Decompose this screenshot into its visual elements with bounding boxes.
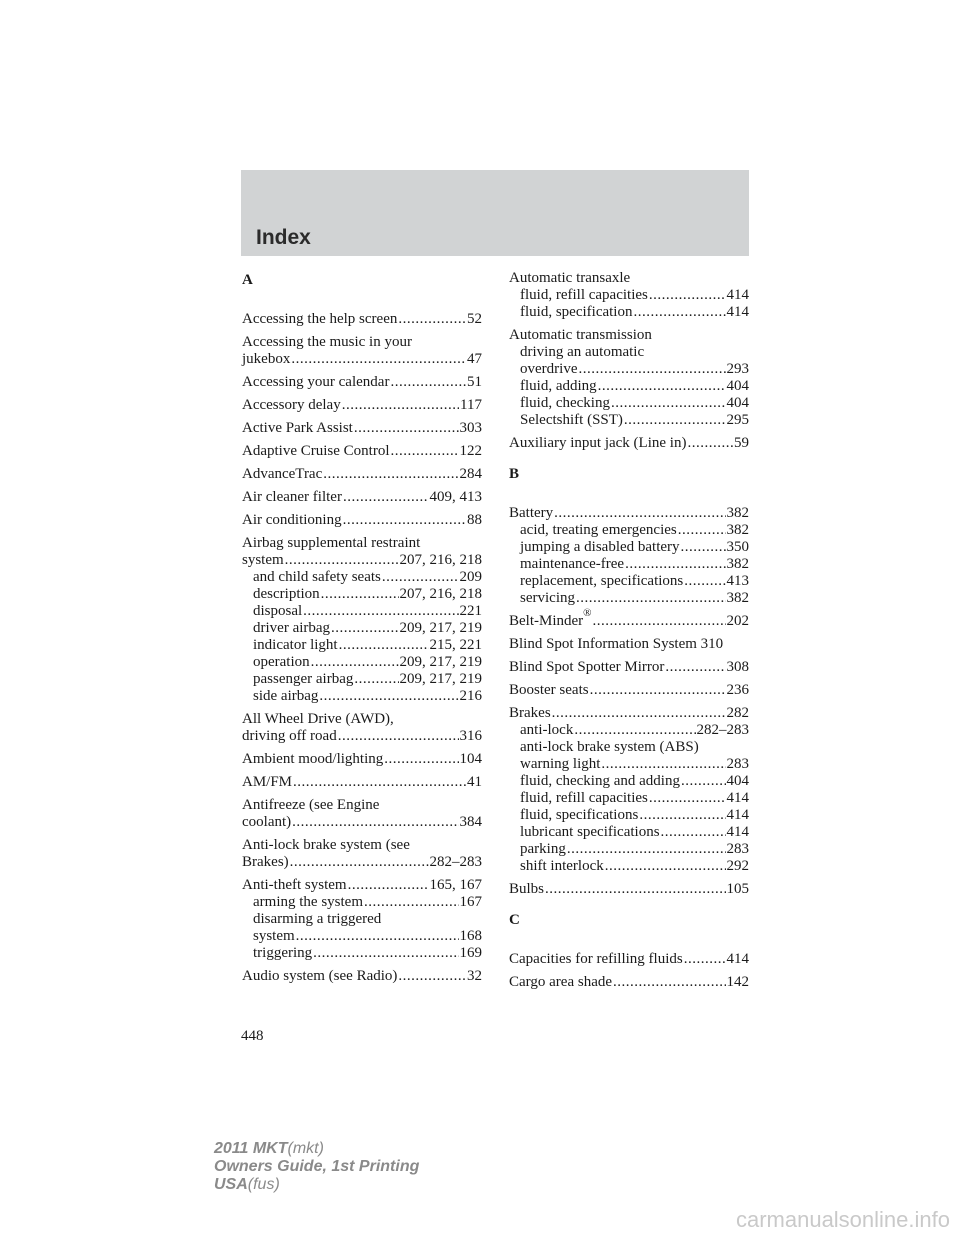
page-reference: 216 [459, 688, 482, 704]
index-entry [242, 774, 482, 791]
index-entry-line [509, 607, 749, 630]
entry-text: Blind Spot Information System 310 [509, 636, 724, 652]
page-reference: 104 [459, 751, 482, 767]
index-entry-line [242, 968, 482, 985]
index-entry-line [242, 774, 482, 791]
dot-leader [590, 682, 726, 699]
entry-text: Adaptive Cruise Control [242, 443, 390, 459]
index-entry [509, 951, 749, 968]
page-reference: 169 [459, 945, 482, 961]
dot-leader [290, 854, 429, 871]
index-entry-line [242, 420, 482, 437]
index-entry-line [242, 751, 482, 768]
page-reference: 293 [726, 361, 749, 377]
dot-leader [364, 894, 459, 911]
dot-leader [625, 556, 725, 573]
page-reference: 382 [726, 505, 749, 521]
dot-leader [639, 807, 725, 824]
dot-leader [296, 928, 459, 945]
index-entry-line [242, 854, 482, 871]
index-subentry-line [242, 688, 482, 705]
page-reference: 282 [726, 705, 749, 721]
entry-text: Airbag supplemental restraint [242, 535, 421, 551]
dot-leader [291, 351, 466, 368]
entry-text: Anti-lock brake system (see [242, 837, 410, 853]
watermark: carmanualsonline.info [735, 1207, 950, 1232]
footer-line-2: Owners Guide, 1st Printing [214, 1158, 420, 1175]
index-entry [509, 682, 749, 699]
index-entry-line [242, 443, 482, 460]
dot-leader [339, 637, 429, 654]
index-column-left [242, 270, 482, 991]
index-subentry-line [242, 603, 482, 620]
index-letter-heading: A [242, 272, 253, 288]
page-reference: 282–283 [429, 854, 482, 870]
entry-text: shift interlock [520, 858, 604, 874]
entry-text: AdvanceTrac [242, 466, 323, 482]
entry-text: Belt-Minder [509, 613, 584, 629]
dot-leader [649, 287, 726, 304]
entry-text: Brakes [509, 705, 551, 721]
page-reference: 414 [726, 951, 749, 967]
index-subentry-line [509, 556, 749, 573]
entry-text: driving an automatic [520, 344, 645, 360]
page-reference: 122 [459, 443, 482, 459]
index-subentry-line [509, 858, 749, 875]
index-entry [509, 881, 749, 898]
page-reference: 209, 217, 219 [399, 671, 482, 687]
entry-text: fluid, specification [520, 304, 633, 320]
index-subentry-line [509, 287, 749, 304]
dot-leader [313, 945, 458, 962]
page-reference: 167 [459, 894, 482, 910]
entry-text: description [253, 586, 320, 602]
index-subentry-line [509, 573, 749, 590]
entry-text: Capacities for refilling fluids [509, 951, 683, 967]
dot-leader [576, 590, 726, 607]
page-reference: 41 [467, 774, 482, 790]
page-reference: 414 [726, 287, 749, 303]
index-subentry-line [242, 586, 482, 603]
entry-text: replacement, specifications [520, 573, 684, 589]
dot-leader [678, 522, 726, 539]
dot-leader [292, 814, 458, 831]
page-reference: 413 [726, 573, 749, 589]
entry-text: All Wheel Drive (AWD), [242, 711, 394, 727]
index-entry-line [509, 682, 749, 699]
page-reference: 283 [726, 756, 749, 772]
entry-text: jumping a disabled battery [520, 539, 680, 555]
index-entry-line [509, 951, 749, 968]
page-reference: 382 [726, 590, 749, 606]
dot-leader [661, 824, 726, 841]
dot-leader [384, 751, 458, 768]
page-reference: 382 [726, 522, 749, 538]
page-reference: 215, 221 [429, 637, 482, 653]
page-reference: 117 [460, 397, 482, 413]
entry-text: Accessory delay [242, 397, 341, 413]
index-entry [509, 636, 749, 653]
index-letter-heading: B [509, 466, 520, 482]
entry-text: fluid, checking [520, 395, 610, 411]
index-entry-line [242, 334, 482, 351]
index-subentry-line [509, 395, 749, 412]
index-subentry-line [509, 361, 749, 378]
index-entry-line [242, 466, 482, 483]
page-reference: 88 [467, 512, 482, 528]
entry-text: Brakes) [242, 854, 289, 870]
page-reference: 384 [459, 814, 482, 830]
entry-text: arming the system [253, 894, 363, 910]
index-entry-line [242, 797, 482, 814]
page-reference: 295 [726, 412, 749, 428]
dot-leader [398, 311, 466, 328]
index-entry [242, 466, 482, 483]
index-entry-line [242, 728, 482, 745]
entry-text: passenger airbag [253, 671, 354, 687]
index-entry-line [242, 489, 482, 506]
page-reference: 308 [726, 659, 749, 675]
page-reference: 414 [726, 790, 749, 806]
entry-text: anti-lock [520, 722, 574, 738]
index-subentry-line [242, 620, 482, 637]
dot-leader [303, 603, 458, 620]
index-entry-line [509, 974, 749, 991]
dot-leader [605, 858, 726, 875]
index-subentry-line [509, 807, 749, 824]
dot-leader [681, 539, 726, 556]
entry-text: acid, treating emergencies [520, 522, 677, 538]
entry-text: Automatic transaxle [509, 270, 631, 286]
page-reference: 404 [726, 378, 749, 394]
page-reference: 202 [726, 613, 749, 629]
index-subentry-line [242, 894, 482, 911]
index-subentry-line [242, 569, 482, 586]
index-entry [242, 420, 482, 437]
index-entry [242, 397, 482, 414]
dot-leader [613, 974, 725, 991]
entry-text: parking [520, 841, 566, 857]
footer-line-3: USA(fus) [214, 1176, 280, 1193]
index-entry [242, 535, 482, 705]
index-subentry-line [509, 824, 749, 841]
entry-text: disarming a triggered [253, 911, 382, 927]
index-entry-line [509, 435, 749, 452]
index-entry-line [509, 327, 749, 344]
index-entry [242, 374, 482, 391]
index-entry-line [509, 270, 749, 287]
page-reference: 207, 216, 218 [399, 552, 482, 568]
entry-text: Automatic transmission [509, 327, 652, 343]
index-subentry-line [242, 637, 482, 654]
dot-leader [354, 420, 459, 437]
page-reference: 209 [459, 569, 482, 585]
page-reference: 284 [459, 466, 482, 482]
index-entry [242, 489, 482, 506]
index-entry-line [242, 711, 482, 728]
dot-leader [554, 505, 725, 522]
index-subentry-line [509, 412, 749, 429]
entry-text: fluid, refill capacities [520, 287, 648, 303]
page-reference: 414 [726, 304, 749, 320]
index-entry-line [242, 814, 482, 831]
entry-text: Cargo area shade [509, 974, 613, 990]
dot-leader [354, 671, 398, 688]
index-subentry-line [509, 841, 749, 858]
page-reference: 168 [459, 928, 482, 944]
index-subentry-line [242, 671, 482, 688]
index-letter-heading: C [509, 912, 520, 928]
entry-text: operation [253, 654, 310, 670]
dot-leader [598, 378, 726, 395]
page-reference: 142 [726, 974, 749, 990]
index-entry [242, 877, 482, 962]
index-subentry-line [242, 911, 482, 928]
page-reference: 292 [726, 858, 749, 874]
index-subentry-line [509, 378, 749, 395]
index-entry-line [242, 351, 482, 368]
entry-text: Air conditioning [242, 512, 342, 528]
dot-leader [611, 395, 726, 412]
index-entry-line [509, 505, 749, 522]
page-reference: 221 [459, 603, 482, 619]
page-reference: 414 [726, 824, 749, 840]
entry-text: Audio system (see Radio) [242, 968, 398, 984]
index-subentry-line [242, 945, 482, 962]
index-entry [509, 705, 749, 875]
page-reference: 32 [467, 968, 482, 984]
index-entry-line [242, 311, 482, 328]
page-reference: 165, 167 [429, 877, 482, 893]
dot-leader [687, 435, 733, 452]
index-subentry-line [509, 522, 749, 539]
dot-leader [331, 620, 398, 637]
entry-text: Booster seats [509, 682, 589, 698]
entry-text: Anti-theft system [242, 877, 347, 893]
index-entry [509, 270, 749, 321]
index-entry [242, 797, 482, 831]
entry-text: fluid, specifications [520, 807, 639, 823]
entry-text: indicator light [253, 637, 338, 653]
index-subentry-line [509, 539, 749, 556]
dot-leader [338, 728, 459, 745]
dot-leader [348, 877, 429, 894]
entry-text: triggering [253, 945, 313, 961]
index-entry-line [509, 636, 749, 653]
page-reference: 59 [734, 435, 749, 451]
page-reference: 105 [726, 881, 749, 897]
entry-text: overdrive [520, 361, 578, 377]
entry-text: disposal [253, 603, 303, 619]
entry-text: maintenance-free [520, 556, 625, 572]
dot-leader [574, 722, 695, 739]
index-entry [242, 711, 482, 745]
page-reference: 303 [459, 420, 482, 436]
entry-text: coolant) [242, 814, 292, 830]
dot-leader [342, 397, 459, 414]
dot-leader [578, 361, 725, 378]
entry-text: Selectshift (SST) [520, 412, 623, 428]
registered-mark: ® [583, 607, 592, 619]
entry-text: driving off road [242, 728, 337, 744]
index-entry-line [509, 881, 749, 898]
dot-leader [684, 573, 725, 590]
index-entry [242, 443, 482, 460]
index-subentry-line [242, 928, 482, 945]
index-subentry-line [509, 773, 749, 790]
index-entry [242, 512, 482, 529]
entry-text: Antifreeze (see Engine [242, 797, 380, 813]
index-entry [242, 751, 482, 768]
index-entry [242, 334, 482, 368]
dot-leader [321, 586, 399, 603]
index-subentry-line [242, 654, 482, 671]
page-reference: 209, 217, 219 [399, 654, 482, 670]
page-reference: 51 [467, 374, 482, 390]
entry-text: and child safety seats [253, 569, 381, 585]
dot-leader [624, 412, 726, 429]
index-subentry-line [509, 344, 749, 361]
dot-leader [343, 489, 429, 506]
index-entry [509, 659, 749, 676]
index-entry [242, 311, 482, 328]
dot-leader [633, 304, 725, 321]
index-entry-line [242, 837, 482, 854]
page-reference: 207, 216, 218 [399, 586, 482, 602]
dot-leader [593, 613, 726, 630]
index-subentry-line [509, 304, 749, 321]
page-reference: 316 [459, 728, 482, 744]
index-subentry-line [509, 739, 749, 756]
page-number: 448 [241, 1028, 264, 1044]
entry-text: Blind Spot Spotter Mirror [509, 659, 665, 675]
footer-line-1: 2011 MKT(mkt) [214, 1140, 324, 1157]
entry-text: Accessing the help screen [242, 311, 398, 327]
entry-text: warning light [520, 756, 601, 772]
entry-text: driver airbag [253, 620, 331, 636]
entry-text: Ambient mood/lighting [242, 751, 384, 767]
index-entry [242, 837, 482, 871]
dot-leader [382, 569, 459, 586]
index-entry-line [509, 659, 749, 676]
page-reference: 282–283 [696, 722, 749, 738]
dot-leader [545, 881, 725, 898]
index-entry-line [509, 705, 749, 722]
dot-leader [567, 841, 726, 858]
entry-text: servicing [520, 590, 575, 606]
dot-leader [390, 374, 466, 391]
page-reference: 52 [467, 311, 482, 327]
page-reference: 209, 217, 219 [399, 620, 482, 636]
index-entry-line [242, 552, 482, 569]
header-band [241, 170, 749, 256]
entry-text: side airbag [253, 688, 319, 704]
dot-leader [649, 790, 726, 807]
entry-text: fluid, adding [520, 378, 597, 394]
index-subentry-line [509, 722, 749, 739]
entry-text: Accessing your calendar [242, 374, 390, 390]
entry-text: jukebox [242, 351, 291, 367]
index-subentry-line [509, 756, 749, 773]
page-reference: 350 [726, 539, 749, 555]
index-entry [509, 327, 749, 429]
dot-leader [665, 659, 725, 676]
page-reference: 404 [726, 395, 749, 411]
page-reference: 382 [726, 556, 749, 572]
page-reference: 404 [726, 773, 749, 789]
index-entry [509, 505, 749, 607]
page-reference: 236 [726, 682, 749, 698]
page-title: Index [256, 226, 311, 249]
index-entry-line [242, 535, 482, 552]
dot-leader [319, 688, 458, 705]
entry-text: Battery [509, 505, 554, 521]
print-footer [214, 1140, 419, 1194]
dot-leader [343, 512, 466, 529]
entry-text: fluid, checking and adding [520, 773, 680, 789]
index-entry-line [242, 397, 482, 414]
index-entry-line [242, 512, 482, 529]
page-reference: 283 [726, 841, 749, 857]
page-reference: 409, 413 [429, 489, 482, 505]
dot-leader [311, 654, 399, 671]
index-entry-line [242, 877, 482, 894]
index-entry [509, 607, 749, 630]
index-subentry-line [509, 590, 749, 607]
entry-text: lubricant specifications [520, 824, 660, 840]
index-entry [242, 968, 482, 985]
dot-leader [390, 443, 458, 460]
entry-text: system [242, 552, 284, 568]
dot-leader [552, 705, 726, 722]
index-entry [509, 974, 749, 991]
dot-leader [285, 552, 399, 569]
entry-text: AM/FM [242, 774, 293, 790]
entry-text: fluid, refill capacities [520, 790, 648, 806]
dot-leader [323, 466, 458, 483]
index-column-right [509, 270, 749, 997]
entry-text: Air cleaner filter [242, 489, 342, 505]
page-reference: 47 [467, 351, 482, 367]
index-entry [509, 435, 749, 452]
dot-leader [684, 951, 726, 968]
entry-text: Accessing the music in your [242, 334, 412, 350]
entry-text: Auxiliary input jack (Line in) [509, 435, 687, 451]
dot-leader [398, 968, 466, 985]
page-reference: 414 [726, 807, 749, 823]
entry-text: Bulbs [509, 881, 545, 897]
entry-text: Active Park Assist [242, 420, 353, 436]
dot-leader [681, 773, 726, 790]
entry-text: anti-lock brake system (ABS) [520, 739, 699, 755]
dot-leader [293, 774, 466, 791]
index-subentry-line [509, 790, 749, 807]
dot-leader [601, 756, 725, 773]
index-entry-line [242, 374, 482, 391]
entry-text: system [253, 928, 295, 944]
